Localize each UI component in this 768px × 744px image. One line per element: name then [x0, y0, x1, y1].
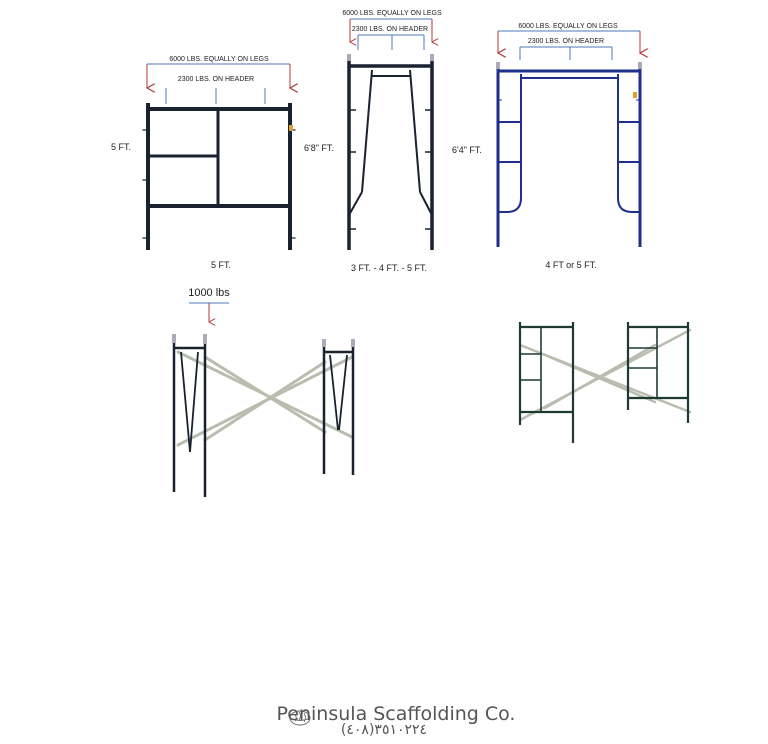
- company-phone: (٤٠٨)٣٥١٠٢٢٤: [340, 722, 428, 738]
- assembly-walkthru-braced: [520, 322, 690, 443]
- mason-load-bracket: [498, 31, 640, 60]
- assembly-load-label: 1000 lbs: [188, 287, 230, 299]
- ladder-pin-left: [347, 54, 351, 61]
- mason-frame-group: [452, 23, 642, 270]
- ladder-height-label: 6'8" FT.: [304, 143, 334, 153]
- mason-width-label: 4 FT or 5 FT.: [545, 260, 597, 270]
- ladder-frame: [349, 60, 432, 250]
- assembly2-left-frame: [520, 322, 573, 443]
- assembly-left-frame: [174, 342, 205, 497]
- mason-height-label: 6'4" FT.: [452, 145, 482, 155]
- walkthru-load-bracket: [147, 64, 290, 104]
- ladder-width-label: 3 FT. - 4 FT. - 5 FT.: [350, 263, 428, 273]
- walkthru-header-load-label: 2300 LBS. ON HEADER: [177, 76, 255, 83]
- mason-header-load-label: 2300 LBS. ON HEADER: [527, 38, 605, 45]
- walkthru-width-label: 5 FT.: [210, 260, 232, 270]
- ladder-frame-group: [304, 10, 442, 273]
- assembly-pin: [351, 339, 355, 347]
- mason-leg-load-label: 6000 LBS. EQUALLY ON LEGS: [518, 23, 618, 30]
- walkthru-frame: [143, 105, 295, 248]
- assembly-ladder-braced: [172, 287, 355, 497]
- company-name-text: Peninsula Scaffolding Co.: [276, 703, 516, 725]
- ladder-leg-load-label: 6000 LBS. EQUALLY ON LEGS: [342, 10, 442, 17]
- assembly-pin: [322, 339, 326, 347]
- walkthru-frame-group: [111, 56, 295, 270]
- assembly-pin: [203, 334, 207, 344]
- ladder-header-load-label: 2300 LBS. ON HEADER: [351, 26, 429, 33]
- walkthru-leg-load-label: 6000 LBS. EQUALLY ON LEGS: [169, 56, 269, 63]
- ladder-pin-right: [430, 54, 434, 61]
- walkthru-lock-clip: [289, 125, 293, 131]
- mason-frame: [498, 68, 640, 247]
- walkthru-height-label: 5 FT.: [111, 142, 132, 152]
- mason-pin-left: [496, 62, 500, 69]
- ladder-load-bracket: [350, 19, 432, 50]
- mason-lock-clip: [633, 92, 637, 98]
- assembly-pin: [172, 334, 176, 343]
- mason-pin-right: [638, 62, 642, 69]
- assembly2-cross-braces: [520, 330, 690, 420]
